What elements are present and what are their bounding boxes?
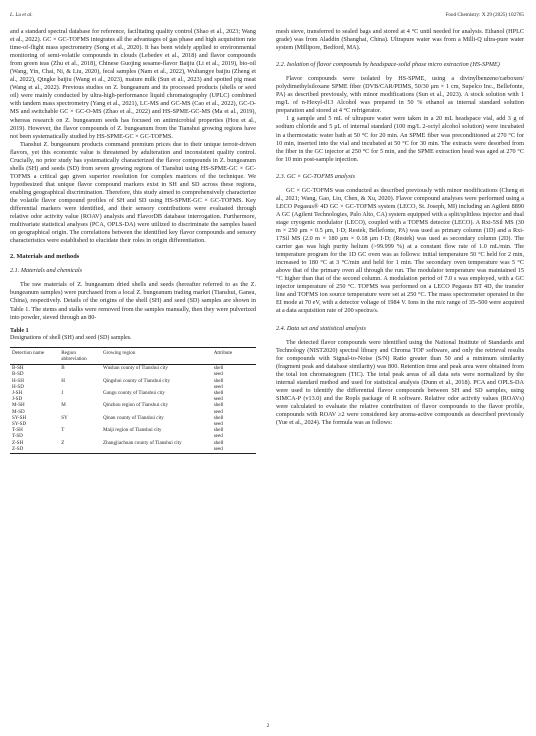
cell-detection-name [10,440,59,454]
table-header-growing-region: Growing region [101,347,212,364]
statistics-paragraph: The detected flavor compounds were identified using the National Institute of Standards and Technology (NIST2020) spectral library and Chroma TOF software, and only the retrieval results for compounds with Signal-to-Noise (S/N) Ratio greater than 50 and a minimum similarity (fragment peak and database similarity) was 800. Retention time and peak area were obtained from the total ion chromatogram (TIC). The total peak areas of all data sets were normalized by the internal standard method and used for statistical analysis (Dunn et al., 2018). PCA and OPLS-DA were used to identify the differential flavor compounds between SH and SD samples, using SIMCA-P (v13.0) and the Ropls package of R software. Relative odor activity values (ROAVs) were calculated to evaluate the relative contribution of flavor compounds to the flavor profile, compounds with ROAV ≥2 were considered key aroma-active compounds as described previously (Yue et al., 2024). The formula was as follows: [276,338,524,427]
cell-region-abbreviation-text: Z [61,439,65,446]
table-row [10,402,256,414]
cell-attribute-text: shell [213,377,224,384]
materials-paragraph: The raw materials of Z. bungeanum dried shells and seeds (hereafter referred to as the Z. bungeanum samples) were purchased from a local Z. bungeanum trading market (Tianshui, Gansu, China), respectively. Details of the origins of the shell (SH) and seed (SD) samples are shown in Table 1. The stems and stalks were removed from the samples manually, then they were pulverized into powder, sieved through an 80- [10,281,256,321]
section-2-title: 2. Materials and methods [10,253,80,261]
cell-attribute [212,402,256,414]
cell-region-abbreviation [59,378,101,390]
cell-detection-name [10,378,59,390]
cell-region-abbreviation-text: H [61,377,65,384]
cell-region-abbreviation [59,390,101,402]
cell-region-abbreviation [59,402,101,414]
running-header-authors: L. Lu et al. [10,12,33,18]
cell-region-abbreviation-text: M [61,402,66,409]
table-header-region-abbreviation: Region abbreviation [59,347,101,364]
table-row [10,378,256,390]
cell-detection-name-text: SY-SH [12,414,27,421]
cell-detection-name-text: T-SH [12,427,23,434]
cell-growing-region-text: Qingshui county of Tianshui city [103,377,171,384]
cell-detection-name [10,390,59,402]
cell-growing-region-text: Maiji region of Tianshui city [103,427,162,434]
cell-attribute-text: seed [213,445,223,452]
table-row [10,427,256,439]
sample-prep-paragraph: 1 g sample and 5 mL of ultrapure water were taken in a 20 mL headspace vial, add 3 g of sodium chloride and 5 μL of internal standard (100 mg/L 2-octyl alcohol solution) were incubated in a thermostatic water bath at 50 °C for 20 min. An SPME fiber was preconditioned at 270 °C for 10 min, inserted into the vial and incubated at 50 °C for 30 min. The extracts were desorbed from the fiber in the GC injector at 250 °C for 5 min, and the SPME extraction head was aged at 270 °C for 10 min post-sample injection. [276,115,524,163]
cell-growing-region-text: Qinan county of Tianshui city [103,414,164,421]
table-1-body [10,365,256,454]
cell-growing-region [101,415,212,427]
cell-attribute-text: seed [213,371,223,378]
cell-region-abbreviation-text: SY [61,414,68,421]
cell-attribute-text: shell [213,414,224,421]
cell-detection-name-text: H-SH [12,377,24,384]
cell-attribute-text: shell [213,439,224,446]
cell-attribute-text: seed [213,408,223,415]
cell-detection-name [10,415,59,427]
table-header-detection-name: Detection name [10,347,59,364]
cell-detection-name-text: J-SH [12,390,23,396]
cell-growing-region-text: Gangu county of Tianshui city [103,390,165,396]
gcxgc-paragraph: GC × GC-TOFMS was conducted as described previously with minor modifications (Cheng et al., 2021; Wang, Gao, Liu, Chen, & Xu, 2020). Flavor compound analyses were performed using a LECO Pegasus® 4D GC × GC-TOFMS system (LECO, St. Joseph, MI) including an Agilent 8890 A GC (Agilent Technologies, Palo Alto, CA) system equipped with a split/splitless injector and dual stage cryogenic modulator (LECO), coupled with a TOFMS detector (LECO). A Rxi-5Sil MS (30 m × 250 μm × 0.5 μm, I·D; Restek, Bellefonte, PA) was used as primary column (1D) and a Rxi-17Sil MS (2.0 m × 180 μm × 0.18 μm I·D; (Restek) was used as secondary column (2D). The carrier gas was high purity helium (>99.999 %) at a constant flow rate of 1.0 mL/min. The temperature program for the 1D GC oven was as follows: initial temperature 50 °C held for 2 min, increased to 180 °C at 3 °C/min and held for 1 min. The secondary oven temperature was 5 °C above that of the primary oven all through the run. The modulator temperature was maintained 15 °C higher than that of the second column. A modulation period of 7.0 s was employed, with a GC injector temperature of 250 °C. TOFMS was performed on a LECO Pegasus BT 4D, the transfer line and TOFMS ion source temperature were set at 250 °C. The mass spectrometer operated in the EI mode at 70 eV, with a detector voltage of 1984 V. Ions in the m/z range of 35–500 were acquired at a data acquisition rate of 200 spectra/s. [276,186,524,315]
table-1-caption-text: Designations of shell (SH) and seed (SD) samples. [10,335,132,342]
section-2-4-title: 2.4. Data set and statistical analysis [276,324,366,332]
cell-growing-region-text: Qinzhou region of Tianshui city [103,402,169,409]
right-column [276,28,524,427]
table-1-caption [10,328,256,343]
cell-growing-region [101,378,212,390]
cell-growing-region [101,365,212,378]
cell-attribute [212,390,256,402]
cell-region-abbreviation-text: J [61,390,64,396]
cell-detection-name-text: B-SH [12,365,24,372]
cell-region-abbreviation [59,365,101,378]
cell-growing-region-text: Zhangjiachuan county of Tianshui city [103,439,182,446]
cell-growing-region [101,440,212,454]
table-1-label: Table 1 [10,327,29,334]
cell-attribute [212,427,256,439]
cell-attribute-text: seed [213,396,223,403]
table-row [10,415,256,427]
cell-detection-name-text: B-SD [12,371,24,378]
section-2-1-title: 2.1. Materials and chemicals [10,267,83,275]
section-2-3-title: 2.3. GC × GC-TOFMS analysis [276,172,356,180]
cell-region-abbreviation [59,427,101,439]
table-header-attribute: Attribute [212,347,256,364]
hs-spme-paragraph: Flavor compounds were isolated by HS-SPME, using a divinylbenzene/carboxen/ polydimethylsiloxane SPME fiber (DVB/CAR/PDMS, 50/30 μm × 1 cm, Supelco Inc., Bellefonte, PA) as described previously, with minor modifications (Sun et al., 2023). A stock solution with 1 mg/L of n-Hexyl-d13 Alcohol was prepared in 50 % ethanol as internal standard solution preparation and stored at 4 °C refrigerator. [276,75,524,115]
cell-attribute-text: shell [213,402,224,409]
cell-detection-name-text: M-SD [12,408,25,415]
cell-attribute-text: shell [213,390,224,396]
table-row [10,390,256,402]
cell-detection-name-text: H-SD [12,383,24,390]
cell-attribute [212,378,256,390]
cell-attribute-text: seed [213,433,223,440]
left-column [10,28,256,454]
cell-growing-region [101,390,212,402]
cell-detection-name-text: J-SD [12,396,23,403]
cell-attribute [212,365,256,378]
table-1 [10,347,256,454]
intro-paragraph: and a standard spectral database for reference, facilitating quality control (Shao et al., 2023; Wang et al., 2022). GC × GC-TOFMS integrates all the advantages of gas phase and high acquisition rate time-of-flight mass spectrometry (Song et al., 2020). It has been widely applied to environmental monitoring of semi-volatile compounds in clouds (Lebedev et al., 2018) and flavor compounds from green teas (Zhu et al., 2018), Chinese Guojing sesame-flavor Baijiu (Li et al., 2019), bio-oil (Wang, Yin, Chai, Ni, & Liu, 2020), fecal samples (Nam et al., 2022), Wuliangye baijiu (Zheng et al., 2022), Qingke baijiu (Wang et al., 2023), mature milk (Sun et al., 2023) and spotted pig meat (Wang et al., 2022). Previous studies on Z. bungeanum and its processed products (shells or seed oil) were mainly conducted by ultra-high-performance liquid chromatography (UPLC) combined with tandem mass spectrometry (Yang et al., 2021), LC-MS and GC-MS (Cao et al., 2022), GC-O-MS and switchable GC × GC-O-MS (Zhao et al., 2022) and HS-SPME-GC-MS (Ma et al., 2019), whereas research on Z. bungeanum seeds has focused on antimicrobial properties (Hou et al., 2019). However, the flavor compounds of Z. bungeanum from the Tianshui growing regions have not been systematically studied by HS-SPME-GC × GC-TOFMS. [10,28,256,140]
cell-attribute [212,415,256,427]
running-header-journal: Food Chemistry: X 29 (2025) 102765 [445,12,524,18]
cell-region-abbreviation-text: B [61,365,65,372]
cell-detection-name-text: Z-SH [12,439,24,446]
cell-attribute [212,440,256,454]
cell-detection-name-text: T-SD [12,433,23,440]
cell-attribute-text: shell [213,427,224,434]
cell-detection-name [10,427,59,439]
cell-growing-region [101,402,212,414]
cell-growing-region-text: Wushan county of Tianshui city [103,365,168,372]
cell-region-abbreviation [59,440,101,454]
cell-attribute-text: seed [213,421,223,428]
table-row [10,440,256,454]
page-number: 2 [266,723,270,729]
hypothesis-paragraph: Tianshui Z. bungeanum products command premium prices due to their unique terroir-driven flavors, yet this economic value is threatened by adulteration and inconsistent quality control. Crucially, no prior study has systematically characterized the flavor compounds in Z. bungeanum shells (SH) and seeds (SD) from seven growing regions of Tianshui using HS-SPME-GC × GC-TOFMS a critical gap given superior resolution for complex matrices of the technique. We hypothesized that unique flavor compound markers exist in SH and SD across these regions, enabling geographical discrimination. Therefore, this study aimed to comprehensively characterize the volatile flavor compound profiles of SH and SD using HS-SPME-GC × GC-TOFMS. Key differential markers were identified, and their sensory contributions were evaluated through relative odor activity value (ROAV) analysis and FlavorDB database interrogation. Furthermore, multivariate statistical analyses (PCA, OPLS-DA) were utilized to discriminate the samples based on geographical origin. The correlations between the identified key flavor compounds and sensory characteristics were established to elucidate their roles in origin differentiation. [10,140,256,245]
cell-detection-name [10,402,59,414]
materials-continued-paragraph: mesh sieve, transferred to sealed bags and stored at 4 °C until needed for analysis. Ethanol (HPLC grade) was from Aladdin (Shanghai, China). Ultrapure water was from a Milli-Q ultra-pure water system (Millipore, Bedford, MA). [276,28,524,52]
cell-attribute-text: seed [213,383,223,390]
cell-detection-name-text: M-SH [12,402,25,409]
cell-detection-name-text: SY-SD [12,421,27,428]
cell-attribute-text: shell [213,365,224,372]
table-row [10,365,256,378]
cell-growing-region [101,427,212,439]
cell-detection-name [10,365,59,378]
cell-detection-name-text: Z-SD [12,445,24,452]
cell-region-abbreviation [59,415,101,427]
section-2-2-title: 2.2. Isolation of flavor compounds by headspace-solid phase micro extraction (HS-SPME) [276,61,500,69]
cell-region-abbreviation-text: T [61,427,65,434]
